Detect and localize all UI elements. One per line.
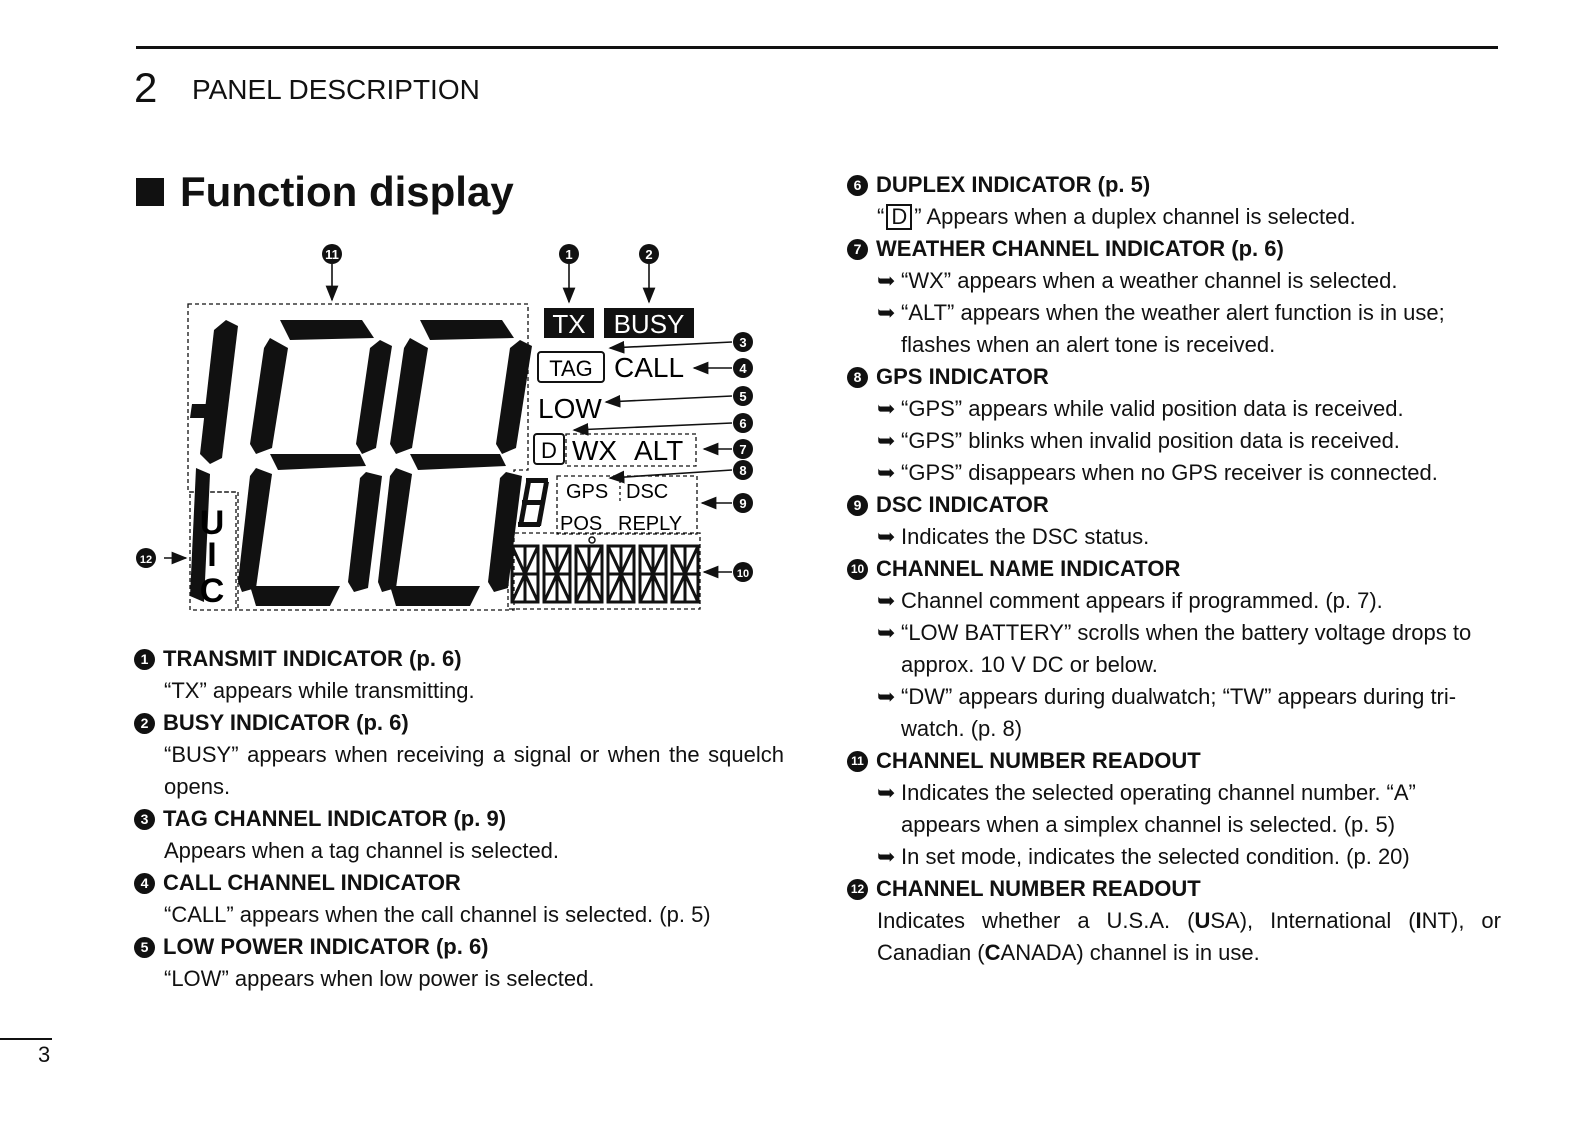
callout-8	[733, 460, 753, 480]
item-text: “BUSY” appears when receiving a signal or when the squelch opens.	[164, 742, 784, 799]
bullet-item: ➥ “GPS” blinks when invalid position data is received.	[847, 425, 1501, 457]
lcd-low: LOW	[538, 393, 602, 424]
callout-2	[639, 244, 659, 264]
number-badge: 6	[847, 175, 868, 196]
arrow-bullet-icon: ➥	[877, 428, 896, 453]
callout-5	[733, 386, 753, 406]
lcd-d: D	[541, 438, 557, 463]
arrow-bullet-icon: ➥	[877, 620, 896, 645]
lcd-reply: REPLY	[618, 513, 683, 535]
bullet-item: ➥ “ALT” appears when the weather alert function is in use; flashes when an alert tone is received.	[847, 297, 1501, 361]
svg-text:12: 12	[139, 554, 153, 566]
channel-name-segments	[512, 546, 698, 602]
arrow-bullet-icon: ➥	[877, 460, 896, 485]
item-text: “ D ” Appears when a duplex channel is selected.	[877, 204, 1356, 229]
lcd-call: CALL	[614, 352, 685, 383]
callout-7	[733, 439, 753, 459]
arrow-bullet-icon: ➥	[877, 524, 896, 549]
small-digit	[518, 478, 549, 527]
lcd-c: C	[199, 572, 225, 610]
lcd-dsc: DSC	[626, 481, 669, 503]
duplex-symbol: D	[886, 204, 912, 230]
callout-9	[733, 493, 753, 513]
item-text: Appears when a tag channel is selected.	[164, 838, 560, 863]
svg-text:7: 7	[739, 442, 747, 457]
item-heading: 3 TAG CHANNEL INDICATOR (p. 9)	[134, 803, 784, 835]
svg-text:1: 1	[565, 247, 573, 262]
section-heading	[136, 168, 514, 216]
arrow-bullet-icon: ➥	[877, 396, 896, 421]
number-badge: 10	[847, 559, 868, 580]
number-badge: 5	[134, 937, 155, 958]
lcd-pos: POS	[560, 513, 603, 535]
svg-text:3: 3	[739, 335, 747, 350]
bullet-item: ➥ “LOW BATTERY” scrolls when the battery voltage drops to approx. 10 V DC or below.	[847, 617, 1501, 681]
arrow-bullet-icon: ➥	[877, 844, 896, 869]
lcd-busy: BUSY	[613, 309, 685, 339]
lcd-wx: WX	[572, 435, 618, 466]
svg-text:4: 4	[739, 361, 747, 376]
number-badge: 7	[847, 239, 868, 260]
lcd-i: I	[207, 536, 217, 574]
number-badge: 12	[847, 879, 868, 900]
lcd-tag: TAG	[549, 356, 593, 381]
arrow-bullet-icon: ➥	[877, 268, 896, 293]
right-column	[847, 169, 1501, 969]
bullet-item: ➥ “WX” appears when a weather channel is selected.	[847, 265, 1501, 297]
item-heading: 10 CHANNEL NAME INDICATOR	[847, 553, 1501, 585]
arrow-bullet-icon: ➥	[877, 684, 896, 709]
callout-6	[733, 413, 753, 433]
footer-rule	[0, 1038, 52, 1040]
svg-text:8: 8	[739, 463, 747, 478]
number-badge: 9	[847, 495, 868, 516]
item-heading: 6 DUPLEX INDICATOR (p. 5)	[847, 169, 1501, 201]
arrow-bullet-icon: ➥	[877, 588, 896, 613]
item-heading: 11 CHANNEL NUMBER READOUT	[847, 745, 1501, 777]
bullet-item: ➥ “GPS” appears while valid position data is received.	[847, 393, 1501, 425]
svg-text:10: 10	[736, 568, 750, 580]
callout-1	[559, 244, 579, 264]
lcd-alt: ALT	[634, 435, 684, 466]
header-rule	[136, 46, 1498, 49]
bullet-item: ➥ “GPS” disappears when no GPS receiver is connected.	[847, 457, 1501, 489]
svg-text:11: 11	[325, 247, 339, 262]
callout-10	[733, 562, 753, 582]
number-badge: 1	[134, 649, 155, 670]
bullet-item: ➥ Channel comment appears if programmed. (p. 7).	[847, 585, 1501, 617]
svg-text:6: 6	[739, 416, 747, 431]
section-title: Function display	[180, 168, 514, 215]
number-badge: 4	[134, 873, 155, 894]
item-heading: 4 CALL CHANNEL INDICATOR	[134, 867, 784, 899]
item-heading: 5 LOW POWER INDICATOR (p. 6)	[134, 931, 784, 963]
bullet-item: ➥ “DW” appears during dualwatch; “TW” appears during tri-watch. (p. 8)	[847, 681, 1501, 745]
bullet-item: ➥ Indicates the DSC status.	[847, 521, 1501, 553]
arrow-bullet-icon: ➥	[877, 300, 896, 325]
chapter-title: PANEL DESCRIPTION	[192, 74, 480, 105]
number-badge: 11	[847, 751, 868, 772]
number-badge: 3	[134, 809, 155, 830]
item-text: Indicates whether a U.S.A. (USA), International (INT), or Canadian (CANADA) channel is in use.	[877, 908, 1501, 965]
bullet-item: ➥ In set mode, indicates the selected condition. (p. 20)	[847, 841, 1501, 873]
function-display-diagram	[130, 236, 790, 626]
bullet-item: ➥ Indicates the selected operating channel number. “A” appears when a simplex channel is selected. (p. 5)	[847, 777, 1501, 841]
svg-text:5: 5	[739, 389, 747, 404]
callout-4	[733, 358, 753, 378]
lcd-tx: TX	[552, 309, 586, 339]
item-text: “LOW” appears when low power is selected.	[164, 966, 595, 991]
left-column	[134, 643, 784, 995]
svg-text:9: 9	[739, 496, 747, 511]
page-number: 3	[38, 1042, 51, 1067]
item-heading: 2 BUSY INDICATOR (p. 6)	[134, 707, 784, 739]
arrow-bullet-icon: ➥	[877, 780, 896, 805]
item-text: “TX” appears while transmitting.	[164, 678, 475, 703]
channel-number-digits	[190, 320, 532, 606]
svg-text:2: 2	[645, 247, 653, 262]
item-text: “CALL” appears when the call channel is selected. (p. 5)	[164, 902, 711, 927]
square-bullet-icon	[136, 178, 164, 206]
item-heading: 12 CHANNEL NUMBER READOUT	[847, 873, 1501, 905]
callout-3	[733, 332, 753, 352]
item-heading: 9 DSC INDICATOR	[847, 489, 1501, 521]
lcd-u: U	[199, 504, 225, 542]
callout-11	[322, 244, 342, 264]
item-heading: 1 TRANSMIT INDICATOR (p. 6)	[134, 643, 784, 675]
number-badge: 2	[134, 713, 155, 734]
item-heading: 7 WEATHER CHANNEL INDICATOR (p. 6)	[847, 233, 1501, 265]
callout-12	[136, 548, 156, 568]
chapter-number: 2	[134, 64, 158, 111]
item-heading: 8 GPS INDICATOR	[847, 361, 1501, 393]
number-badge: 8	[847, 367, 868, 388]
lcd-gps: GPS	[566, 481, 609, 503]
